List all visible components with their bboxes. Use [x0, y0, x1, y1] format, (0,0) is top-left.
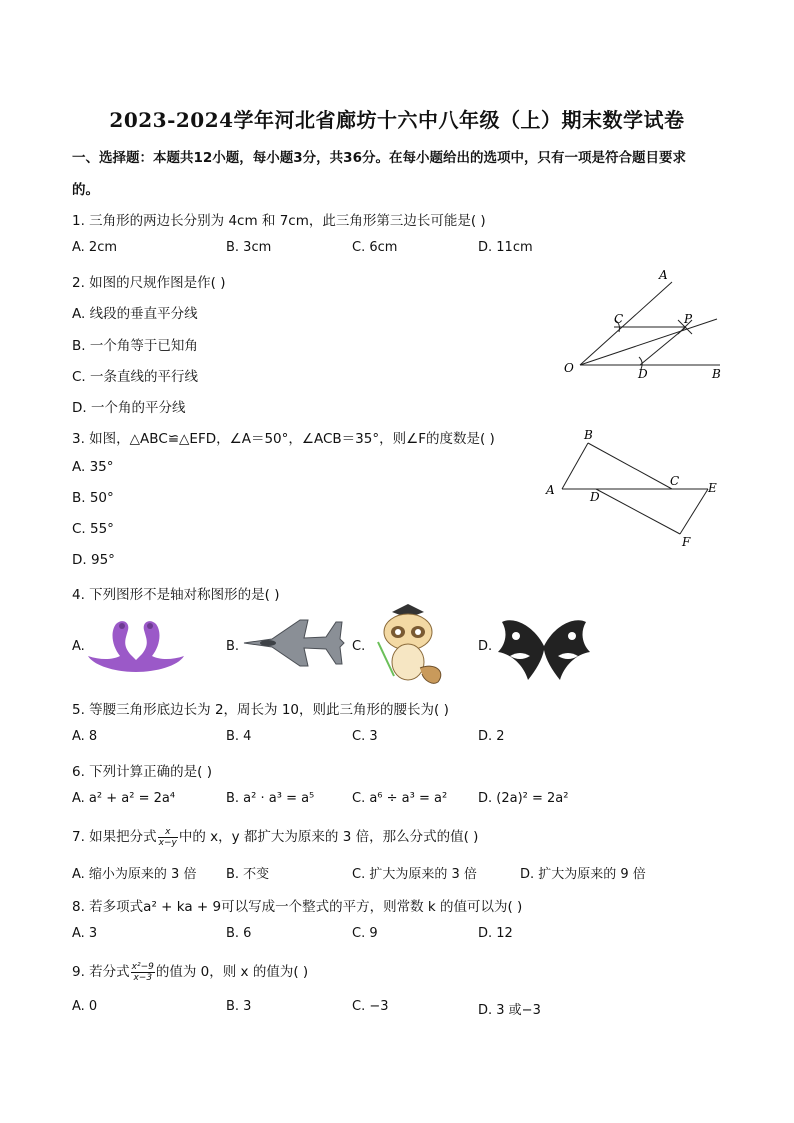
option-d: D. (2a)² = 2a²: [478, 791, 569, 806]
stem-prefix: 7. 如果把分式: [72, 829, 157, 845]
question-2-stem: 2. 如图的尺规作图是作( ): [72, 275, 226, 291]
option-d: D. 3 或−3: [478, 1003, 541, 1018]
congruent-triangles-figure: [540, 424, 730, 554]
question-6-stem: 6. 下列计算正确的是( ): [72, 764, 212, 780]
fraction-denominator: x−y: [158, 837, 177, 848]
option-d: D. 2: [478, 729, 505, 744]
option-c: C. −3: [352, 999, 389, 1014]
question-3-stem: 3. 如图，△ABC≌△EFD，∠A＝50°，∠ACB＝35°，则∠F的度数是( ): [72, 431, 495, 447]
stem-prefix: 9. 若分式: [72, 964, 130, 980]
option-b: B. a² · a³ = a⁵: [226, 791, 315, 806]
question-3-option-d: D. 95°: [72, 552, 115, 568]
label-e: E: [708, 481, 717, 495]
option-a: A. 8: [72, 729, 98, 744]
question-8-stem: 8. 若多项式a² + ka + 9可以写成一个整式的平方，则常数 k 的值可以为( ): [72, 899, 523, 915]
question-1-stem: 1. 三角形的两边长分别为 4cm 和 7cm，此三角形第三边长可能是( ): [72, 213, 486, 229]
label-a: A: [659, 268, 668, 282]
swans-image: [86, 616, 186, 676]
fraction-numerator: x²−9: [131, 961, 154, 972]
option-a: A. 2cm: [72, 240, 118, 255]
option-b: B. 6: [226, 926, 252, 941]
option-b: B. 不变: [226, 867, 270, 882]
option-c: C. 9: [352, 926, 378, 941]
option-d: D. 11cm: [478, 240, 533, 255]
option-c: C. 3: [352, 729, 378, 744]
option-a: A. 缩小为原来的 3 倍: [72, 867, 197, 882]
fraction: [131, 962, 155, 983]
option-b: B. 3: [226, 999, 252, 1014]
label-c: C: [614, 312, 624, 326]
question-5-stem: 5. 等腰三角形底边长为 2，周长为 10，则此三角形的腰长为( ): [72, 702, 449, 718]
question-2-option-a: A. 线段的垂直平分线: [72, 306, 198, 322]
label-a: A: [546, 483, 555, 497]
label-p: P: [684, 312, 693, 326]
option-d: D. 12: [478, 926, 513, 941]
fraction: [158, 827, 178, 848]
label-d: D: [638, 367, 648, 381]
option-d: D. 扩大为原来的 9 倍: [520, 867, 646, 882]
question-4-stem: 4. 下列图形不是轴对称图形的是( ): [72, 587, 280, 603]
section-header-line1: 一、选择题：本题共12小题，每小题3分，共36分。在每小题给出的选项中，只有一项是符合题目要求: [72, 150, 686, 166]
option-a: A. 3: [72, 926, 98, 941]
question-2-option-c: C. 一条直线的平行线: [72, 369, 199, 385]
stem-suffix: 中的 x，y 都扩大为原来的 3 倍，那么分式的值( ): [178, 829, 479, 845]
option-b-label: B.: [226, 639, 240, 654]
fraction-numerator: x: [158, 827, 178, 838]
label-b: B: [712, 367, 721, 381]
option-c: C. a⁶ ÷ a³ = a²: [352, 791, 448, 806]
raccoon-doctor-image: [366, 602, 450, 686]
option-a-label: A.: [72, 639, 85, 654]
option-c: C. 6cm: [352, 240, 398, 255]
fighter-jet-image: [242, 612, 346, 674]
option-b: B. 4: [226, 729, 252, 744]
question-2-option-d: D. 一个角的平分线: [72, 400, 186, 416]
option-a: A. a² + a² = 2a⁴: [72, 791, 176, 806]
label-o: O: [564, 361, 574, 375]
question-9-stem: [72, 960, 308, 983]
stem-suffix: 的值为 0，则 x 的值为( ): [155, 964, 309, 980]
option-a: A. 0: [72, 999, 98, 1014]
question-3-option-c: C. 55°: [72, 521, 114, 537]
option-c: C. 扩大为原来的 3 倍: [352, 867, 477, 882]
option-d-label: D.: [478, 639, 493, 654]
option-c-label: C.: [352, 639, 366, 654]
label-f: F: [682, 535, 691, 549]
option-b: B. 3cm: [226, 240, 272, 255]
label-b: B: [584, 428, 593, 442]
question-2-option-b: B. 一个角等于已知角: [72, 338, 198, 354]
label-d: D: [590, 490, 600, 504]
section-header-line2: 的。: [72, 182, 99, 198]
label-c: C: [670, 474, 680, 488]
question-3-option-b: B. 50°: [72, 490, 114, 506]
fraction-denominator: x−3: [133, 972, 153, 983]
angle-bisector-construction-figure: [560, 262, 730, 387]
paper-cut-fish-image: [494, 606, 594, 684]
question-7-stem: [72, 825, 478, 848]
page-title: 2023-2024学年河北省廊坊十六中八年级（上）期末数学试卷: [109, 108, 685, 132]
question-3-option-a: A. 35°: [72, 459, 114, 475]
